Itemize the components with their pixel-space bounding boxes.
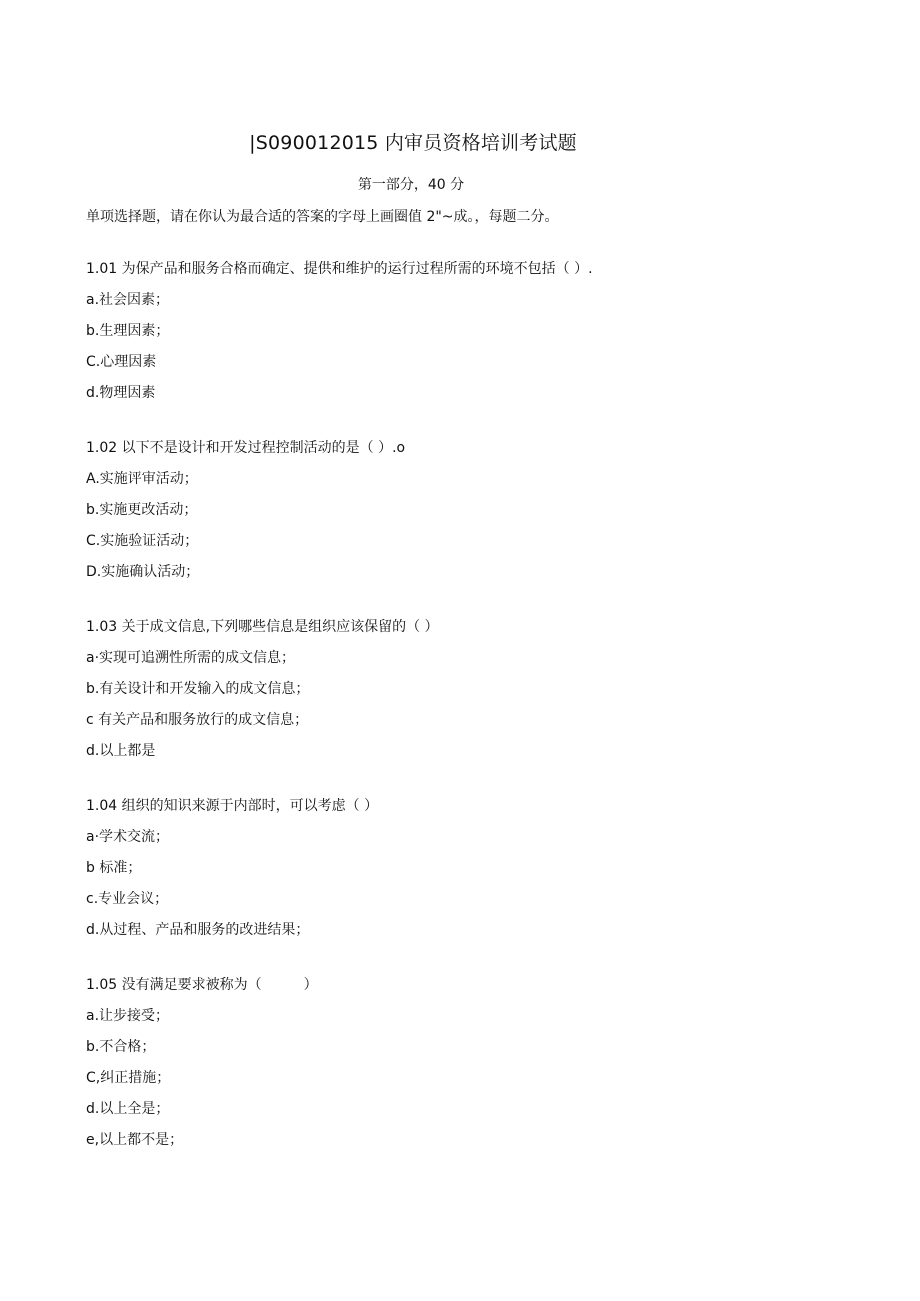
document-title: |S090012015 内审员资格培训考试题: [249, 132, 577, 154]
option-d: d.以上都是: [86, 743, 156, 759]
option-a: a.社会因素；: [86, 292, 170, 308]
option-b: b 标准；: [86, 860, 142, 876]
question-1-05: [86, 975, 846, 1161]
option-c: c.专业会议；: [86, 891, 169, 907]
option-a: A.实施评审活动；: [86, 471, 198, 487]
option-a: a·实现可追溯性所需的成文信息；: [86, 650, 296, 666]
option-c: C.实施验证活动；: [86, 533, 199, 549]
option-d: d.以上全是；: [86, 1101, 170, 1117]
option-b: b.生理因素；: [86, 323, 170, 339]
question-1-04: [86, 796, 846, 951]
option-c: C.心理因素: [86, 354, 157, 370]
option-a: a·学术交流；: [86, 829, 170, 845]
question-text: 1.03 关于成文信息,下列哪些信息是组织应该保留的（ ）: [86, 619, 439, 635]
question-text: 1.04 组织的知识来源于内部时，可以考虑（ ）: [86, 798, 379, 814]
question-text: 1.01 为保产品和服务合格而确定、提供和维护的运行过程所需的环境不包括（ ）.: [86, 261, 593, 277]
option-e: e,以上都不是；: [86, 1132, 184, 1148]
instructions-text: 单项选择题，请在你认为最合适的答案的字母上画圈值 2"~成。，每题二分。: [86, 209, 559, 225]
question-1-03: [86, 617, 846, 772]
option-b: b.不合格；: [86, 1039, 156, 1055]
option-b: b.有关设计和开发输入的成文信息；: [86, 681, 310, 697]
option-b: b.实施更改活动；: [86, 502, 198, 518]
question-text: 1.02 以下不是设计和开发过程控制活动的是（ ）.o: [86, 440, 406, 456]
question-1-01: [86, 259, 846, 414]
question-1-02: [86, 438, 846, 593]
option-d: d.从过程、产品和服务的改进结果；: [86, 922, 310, 938]
option-a: a.让步接受；: [86, 1008, 170, 1024]
section-heading: 第一部分，40 分: [357, 177, 465, 193]
option-d: D.实施确认活动；: [86, 564, 200, 580]
option-c: C,纠正措施；: [86, 1070, 171, 1086]
question-text: 1.05 没有满足要求被称为（ ）: [86, 977, 318, 993]
option-d: d.物理因素: [86, 385, 156, 401]
option-c: c 有关产品和服务放行的成文信息；: [86, 712, 309, 728]
